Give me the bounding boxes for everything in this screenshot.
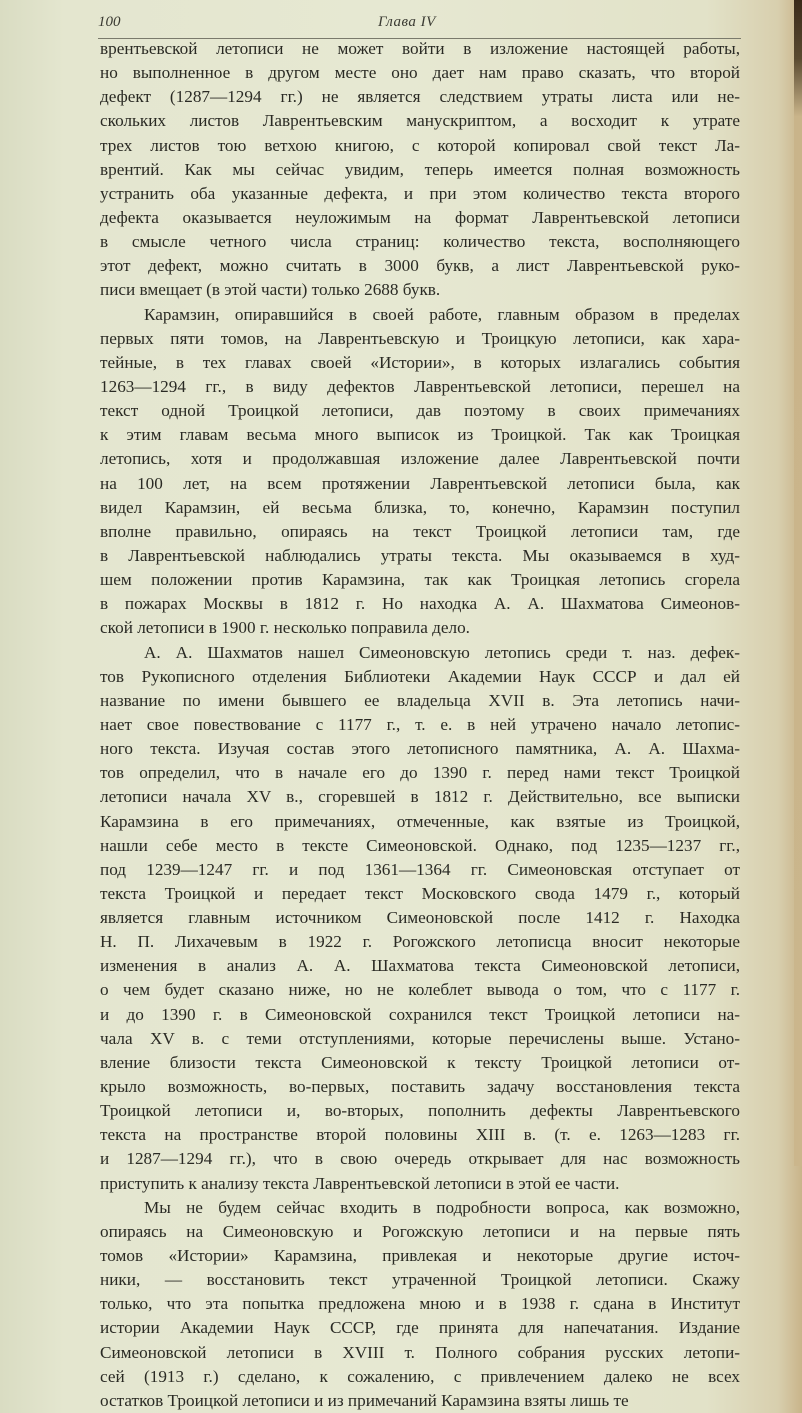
text-line: нает свое повествование с 1177 г., т. е. в ней утрачено начало летопис- [100,714,740,734]
text-line: томов «Истории» Карамзина, привлекая и некоторые другие источ- [100,1246,740,1266]
text-line: этот дефект, можно считать в 3000 букв, а лист Лаврентьевской руко- [100,256,740,276]
text-line: устранить оба указанные дефекта, и при этом количество текста второго [100,183,740,203]
text-line: чала XV в. с теми отступлениями, которые перечислены выше. Устано- [100,1028,740,1048]
text-line: название по имени бывшего ее владельца XVII в. Эта летопись начи- [100,690,740,710]
text-line: врентьевской летописи не может войти в изложение настоящей работы, [100,39,740,58]
text-line: о чем будет сказано ниже, но не колеблет вывода о том, что с 1177 г. [100,980,740,1000]
text-line: в смысле четного числа страниц: количество текста, восполняющего [100,232,740,252]
text-line: и до 1390 г. в Симеоновской сохранился текст Троицкой летописи на- [100,1004,740,1024]
text-line: шем положении против Карамзина, так как Троицкая летопись сгорела [100,570,740,590]
page-header [98,12,741,39]
text-line: в Лаврентьевской наблюдались утраты текста. Мы оказываемся в худ- [100,545,740,565]
text-line: врентий. Как мы сейчас увидим, теперь имеется полная возможность [100,159,740,179]
text-line: ской летописи в 1900 г. несколько поправила дело. [100,618,470,638]
text-line: и 1287—1294 гг.), что в свою очередь открывает для нас возможность [100,1149,740,1169]
text-line: нашли себе место в тексте Симеоновской. Однако, под 1235—1237 гг., [100,835,740,855]
text-line: на 100 лет, на всем протяжении Лаврентьевской летописи была, как [100,473,740,493]
text-line: летописи начала XV в., сгоревшей в 1812 г. Действительно, все выписки [100,787,740,807]
text-line: первых пяти томов, на Лаврентьевскую и Троицкую летописи, как хара- [100,328,740,348]
running-head: Глава IV [378,14,436,30]
text-line: тейные, в тех главах своей «Истории», в которых излагались события [100,352,740,372]
text-line: летопись, хотя и продолжавшая изложение далее Лаврентьевской почти [100,449,740,469]
text-line: вполне правильно, опираясь на текст Троицкой летописи там, где [100,521,740,541]
text-line: к этим главам весьма много выписок из Троицкой. Так как Троицкая [100,425,740,445]
paragraph [100,303,740,641]
page-edge [794,0,802,1166]
text-line: приступить к анализу текста Лаврентьевской летописи в этой ее части. [100,1173,620,1193]
text-line: писи вмещает (в этой части) только 2688 букв. [100,280,441,300]
text-line: тов определил, что в начале его до 1390 г. перед нами текст Троицкой [100,763,740,783]
text-line: Карамзина в его примечаниях, отмеченные, как взятые из Троицкой, [100,811,740,831]
text-line: трех листов тою ветхою книгою, с которой копировал свой текст Ла- [100,135,740,155]
text-line: текст одной Троицкой летописи, дав поэтому в своих примечаниях [100,401,740,421]
body-text [100,37,740,1413]
text-line: дефекта оказывается неуложимым на формат Лаврентьевской летописи [100,207,740,227]
paragraph [100,37,740,303]
text-line: скольких листов Лаврентьевским манускриптом, а восходит к утрате [100,111,740,131]
text-line: А. А. Шахматов нашел Симеоновскую летопись среди т. наз. дефек- [144,642,740,662]
text-line: сей (1913 г.) сделано, к сожалению, с привлечением далеко не всех [100,1366,740,1386]
text-line: Симеоновской летописи в XVIII т. Полного собрания русских летопи- [100,1342,740,1362]
text-line: ники, — восстановить текст утраченной Троицкой летописи. Скажу [100,1270,740,1290]
text-line: Н. П. Лихачевым в 1922 г. Рогожского летописца вносит некоторые [100,932,740,952]
text-line: является главным источником Симеоновской после 1412 г. Находка [100,908,740,928]
text-line: текста Троицкой и передает текст Московского свода 1479 г., который [100,883,740,903]
text-line: крыло возможность, во-первых, поставить задачу восстановления текста [100,1077,740,1097]
text-line: тов Рукописного отделения Библиотеки Академии Наук СССР и дал ей [100,666,740,686]
text-line: но выполненное в другом месте оно дает нам право сказать, что второй [100,63,740,83]
text-line: под 1239—1247 гг. и под 1361—1364 гг. Симеоновская отступает от [100,859,740,879]
text-line: Троицкой летописи и, во-вторых, пополнить дефекты Лаврентьевского [100,1101,740,1121]
text-line: опираясь на Симеоновскую и Рогожскую летописи и на первые пять [100,1221,740,1241]
text-line: в пожарах Москвы в 1812 г. Но находка А. А. Шахматова Симеонов- [100,594,740,614]
text-line: остатков Троицкой летописи и из примечаний Карамзина взяты лишь те [100,1390,629,1410]
text-line: изменения в анализ А. А. Шахматова текста Симеоновской летописи, [100,956,740,976]
text-line: только, что эта попытка предложена мною и в 1938 г. сдана в Институт [100,1294,740,1314]
paragraph [100,1196,740,1413]
text-line: 1263—1294 гг., в виду дефектов Лаврентьевской летописи, перешел на [100,376,740,396]
page-number: 100 [98,14,121,30]
text-line: вление близости текста Симеоновской к тексту Троицкой летописи от- [100,1052,740,1072]
text-line: истории Академии Наук СССР, где принята для напечатания. Издание [100,1318,740,1338]
text-line: Мы не будем сейчас входить в подробности вопроса, как возможно, [144,1197,740,1217]
text-line: Карамзин, опиравшийся в своей работе, главным образом в пределах [144,304,740,324]
text-line: видел Карамзин, ей весьма близка, то, конечно, Карамзин поступил [100,497,740,517]
text-line: ного текста. Изучая состав этого летописного памятника, А. А. Шахма- [100,739,740,759]
paragraph [100,641,740,1196]
text-line: текста на пространстве второй половины XIII в. (т. е. 1263—1283 гг. [100,1125,740,1145]
text-line: дефект (1287—1294 гг.) не является следствием утраты листа или не- [100,87,740,107]
